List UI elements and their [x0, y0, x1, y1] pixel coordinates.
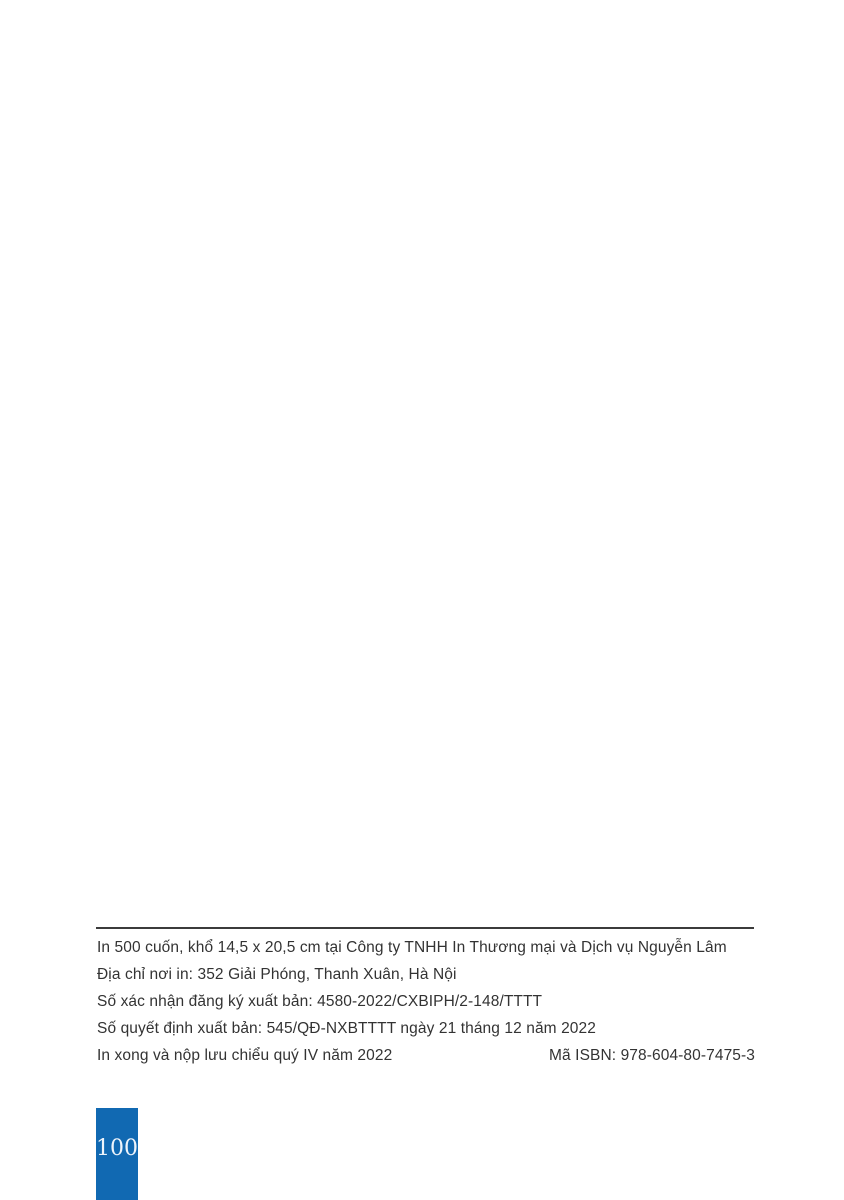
colophon-block	[97, 934, 755, 1069]
deposit-and-isbn-line	[97, 1042, 755, 1069]
colophon-divider	[96, 927, 754, 929]
isbn-text: Mã ISBN: 978-604-80-7475-3	[549, 1047, 755, 1064]
page-number: 100	[96, 1136, 138, 1161]
print-run-line: In 500 cuốn, khổ 14,5 x 20,5 cm tại Công ty TNHH In Thương mại và Dịch vụ Nguyễn Lâm	[97, 939, 727, 956]
page-number-box	[96, 1108, 138, 1200]
registration-number-line: Số xác nhận đăng ký xuất bản: 4580-2022/CXBIPH/2-148/TTTT	[97, 993, 543, 1010]
publishing-decision-line: Số quyết định xuất bản: 545/QĐ-NXBTTTT ngày 21 tháng 12 năm 2022	[97, 1020, 596, 1037]
printer-address-line: Địa chỉ nơi in: 352 Giải Phóng, Thanh Xuân, Hà Nội	[97, 966, 457, 983]
legal-deposit-text: In xong và nộp lưu chiểu quý IV năm 2022	[97, 1047, 393, 1064]
